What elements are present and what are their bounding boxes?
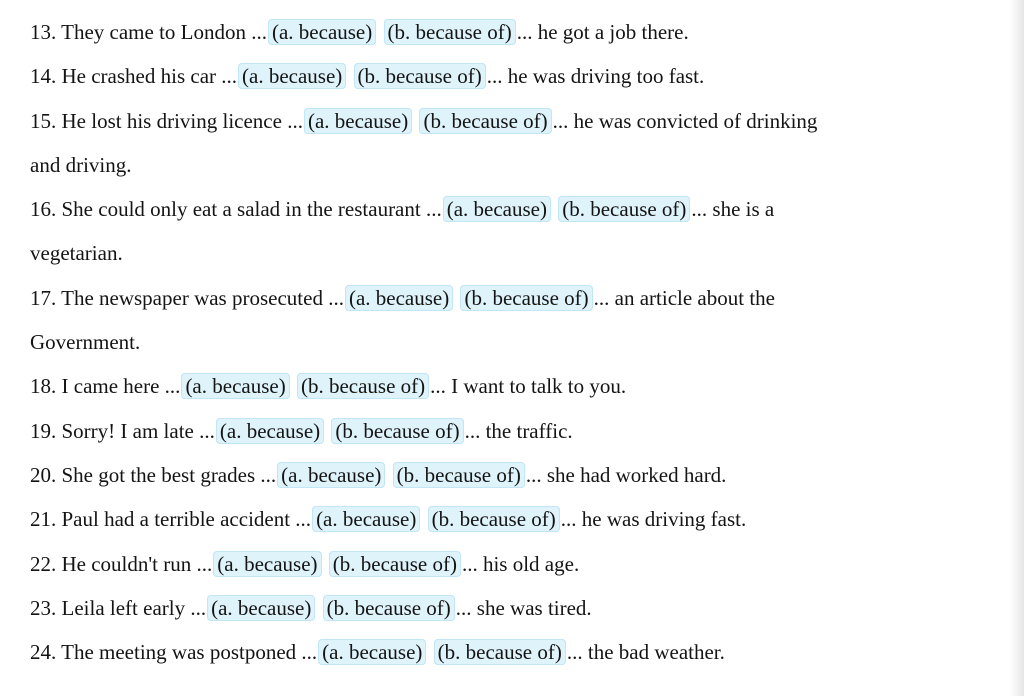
- option-a-because[interactable]: (a. because): [443, 196, 551, 222]
- exercise-number: 18.: [30, 374, 57, 399]
- exercise-number: 22.: [30, 551, 57, 576]
- exercise-item-16-continuation: [30, 231, 1000, 275]
- option-b-because-of[interactable]: (b. because of): [297, 373, 429, 399]
- exercise-ending: ... he got a job there.: [516, 20, 689, 44]
- exercise-stem: The meeting was postponed ...: [61, 640, 318, 665]
- exercise-number: 14.: [30, 64, 57, 89]
- page-edge-shadow: [1010, 0, 1024, 696]
- exercise-item-19: [30, 409, 1000, 453]
- exercise-ending: ... the traffic.: [464, 418, 573, 443]
- option-a-because[interactable]: (a. because): [238, 63, 346, 89]
- exercise-item-23: [30, 586, 1000, 630]
- exercise-ending: ... he was driving too fast.: [486, 64, 705, 89]
- exercise-item-17: [30, 276, 1000, 320]
- exercise-list: [30, 10, 1000, 674]
- exercise-stem: Sorry! I am late ...: [61, 418, 215, 443]
- option-b-because-of[interactable]: (b. because of): [323, 595, 455, 621]
- option-b-because-of[interactable]: (b. because of): [393, 462, 525, 488]
- option-a-because[interactable]: (a. because): [181, 373, 289, 399]
- exercise-ending: ... the bad weather.: [566, 640, 725, 665]
- option-b-because-of[interactable]: (b. because of): [354, 63, 486, 89]
- exercise-ending: ... I want to talk to you.: [430, 374, 627, 399]
- exercise-item-15: [30, 99, 1000, 143]
- option-a-because[interactable]: (a. because): [304, 108, 412, 134]
- exercise-ending: ... she was tired.: [455, 595, 592, 620]
- exercise-item-15-continuation: [30, 143, 1000, 187]
- exercise-stem: Leila left early ...: [61, 595, 207, 620]
- exercise-stem: They came to London ...: [61, 20, 267, 44]
- exercise-ending: ... he was convicted of drinking: [552, 108, 818, 133]
- exercise-number: 19.: [30, 418, 57, 443]
- exercise-stem: He crashed his car ...: [61, 64, 238, 89]
- exercise-continuation: Government.: [30, 330, 141, 355]
- exercise-ending: ... she is a: [691, 197, 775, 222]
- option-b-because-of[interactable]: (b. because of): [558, 196, 690, 222]
- option-b-because-of[interactable]: (b. because of): [329, 551, 461, 577]
- exercise-number: 23.: [30, 595, 57, 620]
- exercise-continuation: vegetarian.: [30, 241, 123, 266]
- exercise-stem: He couldn't run ...: [61, 551, 213, 576]
- exercise-stem: Paul had a terrible accident ...: [61, 507, 312, 532]
- exercise-stem: The newspaper was prosecuted ...: [61, 285, 344, 310]
- exercise-item-18: [30, 364, 1000, 408]
- exercise-item-22: [30, 542, 1000, 586]
- exercise-number: 13.: [30, 20, 57, 44]
- exercise-item-20: [30, 453, 1000, 497]
- exercise-number: 20.: [30, 462, 57, 487]
- option-b-because-of[interactable]: (b. because of): [384, 19, 516, 45]
- option-a-because[interactable]: (a. because): [216, 418, 324, 444]
- option-b-because-of[interactable]: (b. because of): [460, 285, 592, 311]
- exercise-ending: ... his old age.: [461, 551, 580, 576]
- option-a-because[interactable]: (a. because): [207, 595, 315, 621]
- option-b-because-of[interactable]: (b. because of): [428, 506, 560, 532]
- exercise-number: 17.: [30, 285, 57, 310]
- option-b-because-of[interactable]: (b. because of): [331, 418, 463, 444]
- option-a-because[interactable]: (a. because): [318, 639, 426, 665]
- exercise-item-16: [30, 187, 1000, 231]
- option-a-because[interactable]: (a. because): [312, 506, 420, 532]
- exercise-ending: ... an article about the: [593, 285, 775, 310]
- exercise-item-21: [30, 497, 1000, 541]
- exercise-stem: He lost his driving licence ...: [61, 108, 303, 133]
- exercise-item-13: [30, 10, 1000, 54]
- exercise-stem: She got the best grades ...: [61, 462, 277, 487]
- exercise-number: 16.: [30, 197, 57, 222]
- option-a-because[interactable]: (a. because): [213, 551, 321, 577]
- exercise-item-17-continuation: [30, 320, 1000, 364]
- exercise-continuation: and driving.: [30, 152, 132, 177]
- option-a-because[interactable]: (a. because): [345, 285, 453, 311]
- exercise-number: 21.: [30, 507, 57, 532]
- exercise-item-14: [30, 54, 1000, 98]
- exercise-stem: She could only eat a salad in the restaurant ...: [61, 197, 442, 222]
- exercise-ending: ... she had worked hard.: [525, 462, 727, 487]
- exercise-number: 15.: [30, 108, 57, 133]
- option-b-because-of[interactable]: (b. because of): [419, 108, 551, 134]
- exercise-ending: ... he was driving fast.: [560, 507, 747, 532]
- option-a-because[interactable]: (a. because): [277, 462, 385, 488]
- exercise-item-24: [30, 630, 1000, 674]
- exercise-number: 24.: [30, 640, 57, 665]
- option-a-because[interactable]: (a. because): [268, 19, 376, 45]
- option-b-because-of[interactable]: (b. because of): [434, 639, 566, 665]
- exercise-stem: I came here ...: [61, 374, 181, 399]
